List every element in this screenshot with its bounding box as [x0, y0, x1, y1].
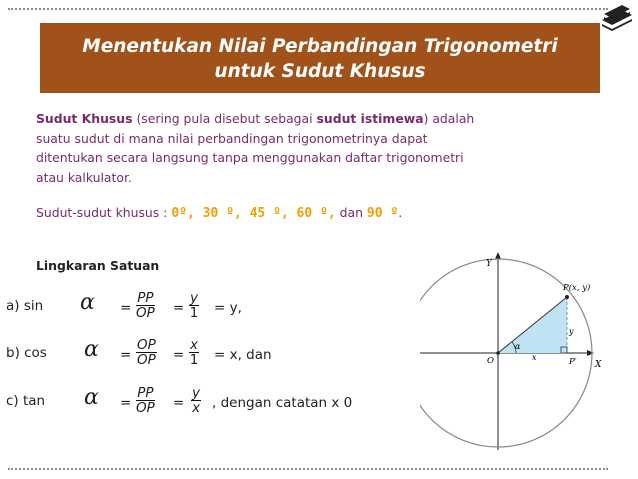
special-last-angle: 90 º: [366, 206, 399, 221]
alpha-symbol: α: [80, 290, 95, 315]
definition-paragraph: [36, 109, 596, 187]
equals-sign: =: [173, 347, 185, 363]
fraction-1: [136, 338, 157, 367]
formula-label: c) tan: [6, 393, 46, 409]
special-prefix: Sudut-sudut khusus :: [36, 205, 168, 220]
formula-tail: , dengan catatan x 0: [212, 395, 353, 411]
formula-label: b) cos: [6, 345, 47, 361]
para-text-2: ) adalah: [423, 111, 475, 126]
title-banner: [40, 23, 600, 93]
special-end: .: [398, 205, 403, 220]
equals-sign: =: [120, 300, 132, 316]
frac-numerator: OP: [137, 337, 156, 353]
alpha-symbol: α: [84, 337, 99, 362]
para-line-3: ditentukan secara langsung tanpa menggunakan daftar trigonometri: [36, 150, 464, 165]
y-segment-label: y: [569, 327, 574, 336]
special-angles: 0º, 30 º, 45 º, 60 º,: [171, 206, 336, 221]
point-p-label: P(x, y): [563, 283, 591, 293]
unit-circle-diagram: [420, 248, 610, 458]
para-line-2: suatu sudut di mana nilai perbandingan trigonometrinya dapat: [36, 130, 428, 146]
x-axis-arrow-icon: [587, 350, 594, 356]
term-sudut-istimewa: sudut istimewa: [316, 111, 424, 126]
books-logo-icon: [600, 2, 634, 32]
frac-denominator: x: [192, 400, 200, 416]
y-axis-arrow-icon: [495, 252, 501, 259]
frac-numerator: y: [192, 385, 200, 401]
y-axis-label: Y: [486, 259, 492, 269]
fraction-2: [189, 338, 199, 367]
formula-tail: = y,: [214, 300, 242, 316]
frac-numerator: x: [190, 337, 198, 353]
equals-sign: =: [173, 395, 185, 411]
formula-label: a) sin: [6, 298, 44, 314]
angle-label: α: [515, 342, 521, 351]
origin-label: O: [487, 356, 494, 366]
p-prime-label: P′: [569, 357, 577, 367]
equals-sign: =: [173, 300, 185, 316]
title-line-1: Menentukan Nilai Perbandingan Trigonometri: [82, 36, 558, 57]
formula-tail: = x, dan: [214, 347, 272, 363]
fraction-2: [191, 386, 201, 415]
special-angles-line: [36, 205, 402, 221]
title-line-2: untuk Sudut Khusus: [214, 61, 426, 82]
point-p: [565, 295, 569, 299]
alpha-symbol: α: [84, 385, 99, 410]
term-sudut-khusus: Sudut Khusus: [36, 111, 133, 126]
x-axis-label: X: [595, 360, 602, 370]
para-line-4: atau kalkulator.: [36, 169, 132, 185]
equals-sign: =: [120, 347, 132, 363]
top-dotted-border: [8, 8, 608, 10]
frac-denominator: OP: [136, 400, 155, 416]
frac-numerator: y: [190, 290, 198, 306]
special-dan: dan: [339, 205, 363, 220]
x-segment-label: x: [532, 353, 537, 362]
frac-numerator: PP: [137, 385, 154, 401]
frac-denominator: OP: [136, 305, 155, 321]
origin-point: [496, 351, 500, 355]
frac-denominator: OP: [137, 352, 156, 368]
section-heading: Lingkaran Satuan: [36, 258, 160, 273]
frac-numerator: PP: [137, 290, 154, 306]
frac-denominator: 1: [189, 305, 199, 321]
equals-sign: =: [120, 395, 132, 411]
fraction-1: [136, 291, 155, 320]
fraction-1: [136, 386, 155, 415]
frac-denominator: 1: [189, 352, 199, 368]
fraction-2: [189, 291, 199, 320]
para-text-1: (sering pula disebut sebagai: [132, 111, 317, 126]
bottom-dotted-border: [8, 468, 608, 470]
